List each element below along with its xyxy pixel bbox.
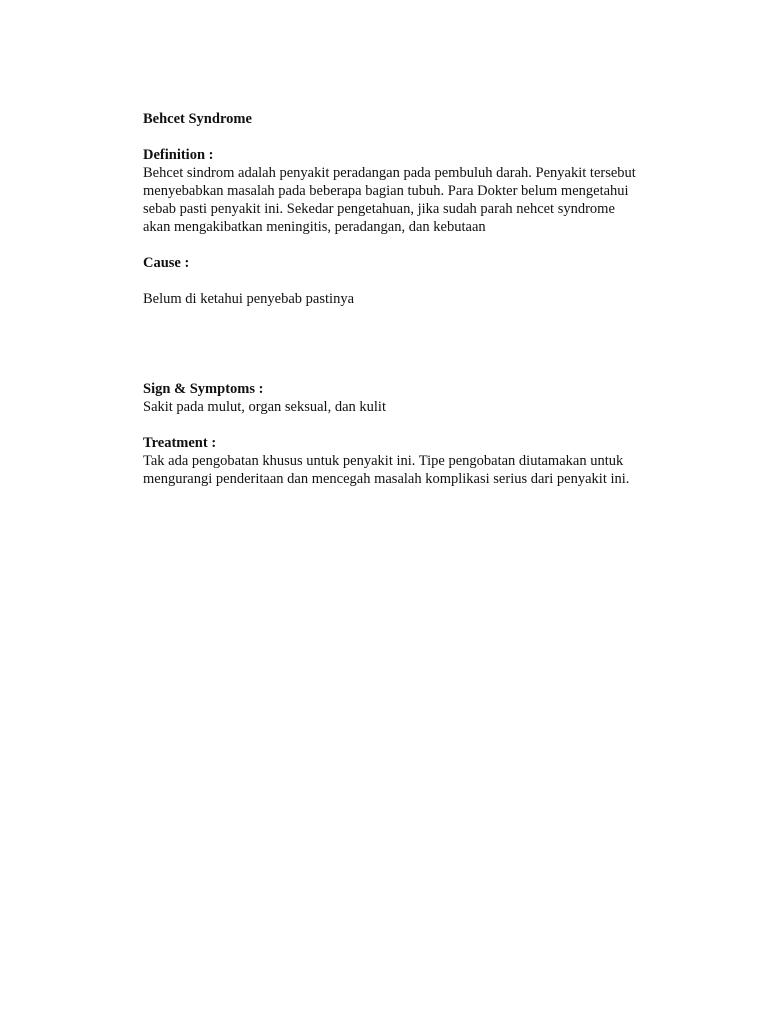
treatment-line: Tak ada pengobatan khusus untuk penyakit ini. Tipe pengobatan diutamakan untuk: [143, 453, 624, 469]
document-body: [143, 110, 683, 506]
definition-line: akan mengakibatkan meningitis, peradangan, dan kebutaan: [143, 219, 486, 235]
definition-line: sebab pasti penyakit ini. Sekedar pengetahuan, jika sudah parah nehcet syndrome: [143, 201, 615, 217]
treatment-heading: Treatment :: [143, 435, 217, 451]
symptoms-heading: Sign & Symptoms :: [143, 381, 264, 397]
symptoms-line: Sakit pada mulut, organ seksual, dan kulit: [143, 399, 386, 415]
symptoms-section: [143, 380, 683, 416]
definition-line: menyebabkan masalah pada beberapa bagian tubuh. Para Dokter belum mengetahui: [143, 183, 629, 199]
definition-section: [143, 146, 683, 236]
cause-heading: Cause :: [143, 255, 190, 271]
document-title: Behcet Syndrome: [143, 111, 252, 127]
definition-line: Behcet sindrom adalah penyakit peradangan pada pembuluh darah. Penyakit tersebut: [143, 165, 636, 181]
definition-heading: Definition :: [143, 147, 214, 163]
blank-space: [143, 326, 683, 380]
treatment-section: [143, 434, 683, 488]
cause-section: [143, 254, 683, 308]
treatment-line: mengurangi penderitaan dan mencegah masalah komplikasi serius dari penyakit ini.: [143, 471, 630, 487]
cause-line: Belum di ketahui penyebab pastinya: [143, 291, 355, 307]
